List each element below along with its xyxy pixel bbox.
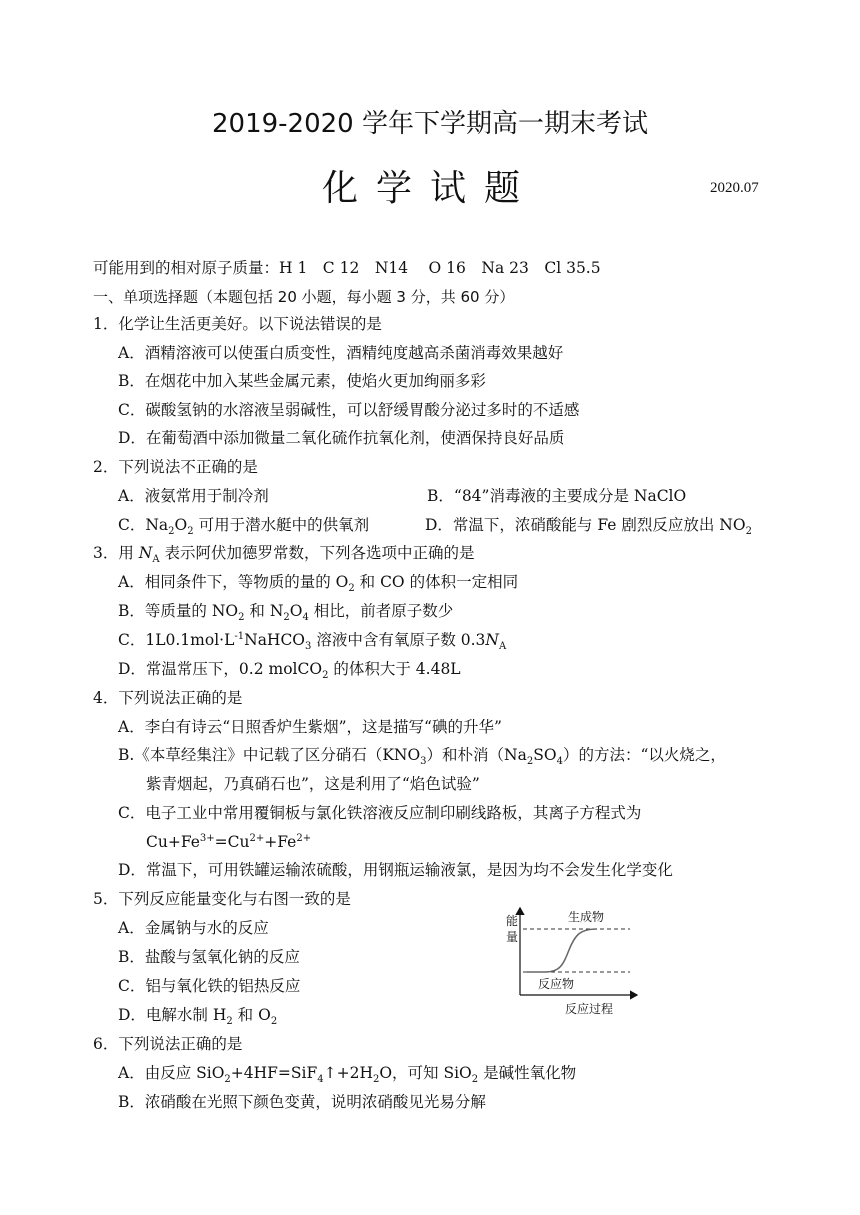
q1-option-a: A．酒精溶液可以使蛋白质变性，酒精纯度越高杀菌消毒效果越好 xyxy=(118,344,564,362)
q2-option-b: B．“84”消毒液的主要成分是 NaClO xyxy=(427,487,687,505)
product-label: 生成物 xyxy=(568,910,605,924)
subject-title: 化学试题 xyxy=(321,168,538,209)
energy-curve xyxy=(527,929,597,972)
q3-option-a: A．相同条件下，等物质的量的 $O_2$ 和 CO 的体积一定相同 xyxy=(118,573,519,595)
q4-option-b: B.《本草经集注》中记载了区分硝石$(KNO_3)$和朴消$(Na_2SO_4)$的方法：“以火烧之， xyxy=(118,746,726,768)
q3-option-d: D．常温常压下，0.2 molCO$_2$ 的体积大于 4.48L xyxy=(118,660,461,682)
exam-title: 2019-2020 学年下学期高一期末考试 xyxy=(212,109,648,139)
reactant-label: 反应物 xyxy=(538,977,575,991)
q1-option-b: B．在烟花中加入某些金属元素，使焰火更加绚丽多彩 xyxy=(118,372,486,390)
q3-option-b: B．等质量的 $NO_2$ 和 $N_2O_4$ 相比，前者原子数少 xyxy=(118,602,454,624)
q2-option-a: A．液氨常用于制冷剂 xyxy=(118,487,269,505)
question-5-stem: 5．下列反应能量变化与右图一致的是 xyxy=(93,890,351,908)
q5-option-c: C．铝与氧化铁的铝热反应 xyxy=(118,977,301,995)
q5-option-a: A．金属钠与水的反应 xyxy=(118,919,269,937)
question-3-stem: 3．用 $N_A$ 表示阿伏加德罗常数，下列各选项中正确的是 xyxy=(93,544,475,566)
q4-option-a: A．李白有诗云“日照香炉生紫烟”，这是描写“碘的升华” xyxy=(118,718,502,736)
q4-option-d: D．常温下，可用铁罐运输浓硫酸，用钢瓶运输液氯，是因为均不会发生化学变化 xyxy=(118,861,673,879)
y-label-2: 量 xyxy=(506,930,519,944)
q1-option-c: C．碳酸氢钠的水溶液呈弱碱性，可以舒缓胃酸分泌过多时的不适感 xyxy=(118,401,580,419)
q6-option-a: A．由反应 $SiO_2+4HF=SiF_4↑+2H_2O$，可知 SiO$_2$ 是碱性氧化物 xyxy=(118,1064,577,1086)
q4-option-c-equation: $Cu+Fe^{3+}=Cu^{2+}+Fe^{2+}$ xyxy=(146,832,312,851)
q3-option-c: C．$1L0.1mol\cdot L^{-1}NaHCO_3$ 溶液中含有氧原子数 $0.3N_A$ xyxy=(118,630,507,653)
q5-option-b: B．盐酸与氢氧化钠的反应 xyxy=(118,948,300,966)
q2-option-d: D．常温下，浓硝酸能与 Fe 剧烈反应放出 $NO_2$ xyxy=(425,516,752,538)
q2-option-c: C．$Na_2O_2$ 可用于潜水艇中的供氧剂 xyxy=(118,516,370,538)
q4-option-b-cont: 紫青烟起，乃真硝石也”，这是利用了“焰色试验” xyxy=(146,775,480,793)
q5-option-d: D．电解水制 $H_2$ 和 $O_2$ xyxy=(118,1006,278,1028)
energy-diagram xyxy=(505,905,640,1017)
question-6-stem: 6．下列说法正确的是 xyxy=(93,1035,243,1053)
question-2-stem: 2．下列说法不正确的是 xyxy=(93,458,258,476)
q6-option-b: B．浓硝酸在光照下颜色变黄，说明浓硝酸见光易分解 xyxy=(118,1093,486,1111)
x-label: 反应过程 xyxy=(565,1002,614,1016)
question-4-stem: 4．下列说法正确的是 xyxy=(93,689,243,707)
exam-date: 2020.07 xyxy=(710,180,759,196)
q4-option-c: C．电子工业中常用覆铜板与氯化铁溶液反应制印刷线路板，其离子方程式为 xyxy=(118,804,642,822)
question-1-stem: 1．化学让生活更美好。以下说法错误的是 xyxy=(93,315,382,333)
atomic-masses: 可能用到的相对原子质量：H 1 C 12 N14 O 16 Na 23 Cl 35.5 xyxy=(93,259,601,277)
y-label-1: 能 xyxy=(506,914,519,928)
q1-option-d: D．在葡萄酒中添加微量二氧化硫作抗氧化剂，使酒保持良好品质 xyxy=(118,429,565,447)
section-heading: 一、单项选择题（本题包括 20 小题，每小题 3 分，共 60 分） xyxy=(93,288,515,306)
